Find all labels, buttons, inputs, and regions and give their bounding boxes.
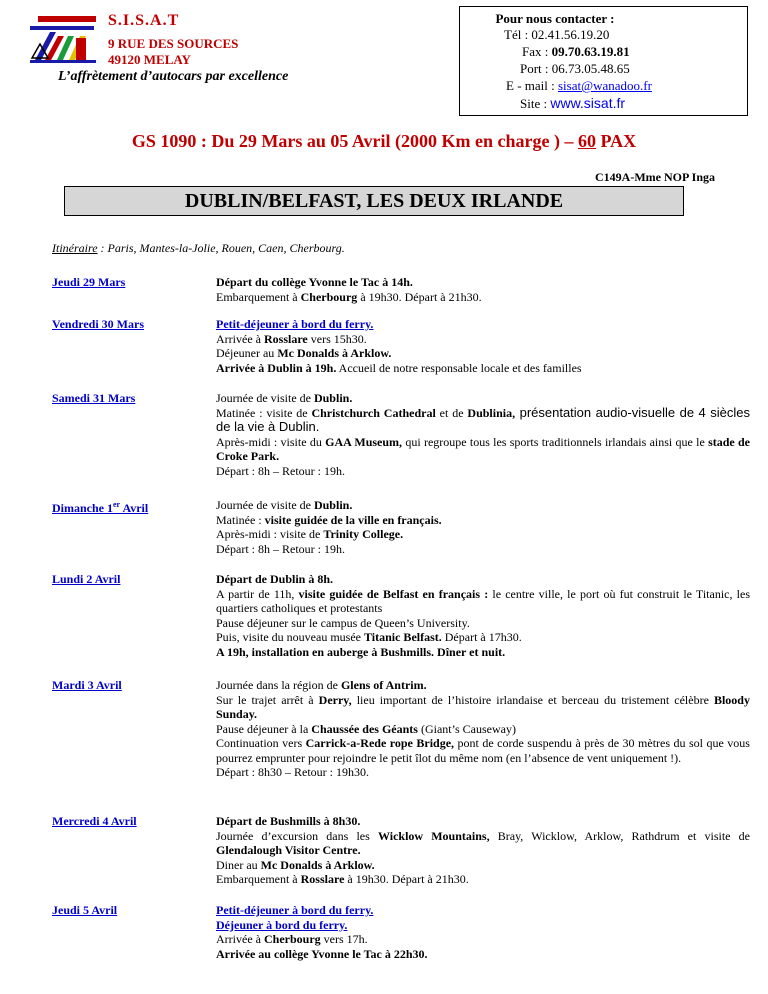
day-description <box>216 572 750 659</box>
day-line: Matinée : visite de Christchurch Cathedral et de Dublinia, présentation audio-visuelle de 4 siècles de la vie à Dublin. <box>216 404 750 434</box>
day-line: Journée de visite de Dublin. <box>216 498 353 512</box>
day-line: Embarquement à Cherbourg à 19h30. Départ à 21h30. <box>216 289 482 304</box>
day-line: A partir de 11h, visite guidée de Belfast en français : le centre ville, le port où fut construit le Titanic, les quartiers catholiques et protestants <box>216 586 750 615</box>
company-address-line2: 49120 MELAY <box>108 52 191 67</box>
day-date[interactable]: Jeudi 5 Avril <box>52 903 118 917</box>
day-line: Embarquement à Rosslare à 19h30. Départ à 21h30. <box>216 872 469 886</box>
pax-suffix: PAX <box>595 131 637 151</box>
day-line: Diner au Mc Donalds à Arklow. <box>216 857 375 872</box>
reference: C149A-Mme NOP Inga <box>595 170 715 184</box>
day-description <box>216 903 750 961</box>
day-line: Pause déjeuner sur le campus de Queen’s University. <box>216 615 470 630</box>
day-date[interactable]: Lundi 2 Avril <box>52 572 121 586</box>
day-line: Arrivée à Rosslare vers 15h30. <box>216 331 367 346</box>
contact-port: Port : 06.73.05.48.65 <box>520 61 630 76</box>
day-description <box>216 498 750 556</box>
trip-title <box>0 131 768 152</box>
company-logo <box>30 14 102 66</box>
day-line: Arrivée à Cherbourg vers 17h. <box>216 932 368 946</box>
contact-fax <box>522 44 630 60</box>
day-line: A 19h, installation en auberge à Bushmills. Dîner et nuit. <box>216 644 506 659</box>
day-line: Sur le trajet arrêt à Derry, lieu important de l’histoire irlandaise et berceau du tristement célèbre Bloody Sunday. <box>216 692 750 721</box>
contact-site-label: Site : <box>520 96 551 111</box>
day-date[interactable]: Mercredi 4 Avril <box>52 814 137 828</box>
contact-fax-label: Fax : <box>522 44 552 59</box>
contact-email <box>506 78 652 94</box>
day-line: Journée d’excursion dans les Wicklow Mountains, Bray, Wicklow, Arklow, Rathdrum et visite de Glendalough Visitor Centre. <box>216 828 750 857</box>
day-date[interactable]: Vendredi 30 Mars <box>52 317 145 331</box>
day-line: Continuation vers Carrick-a-Rede rope Bridge, pont de corde suspendu à près de 30 mètres du sol que vous pourrez emprunter pour rejoindre le petit îlot du même nom (en l’absence de vent uniquement !). <box>216 736 750 765</box>
day-line: Départ : 8h – Retour : 19h. <box>216 463 345 478</box>
trip-banner: DUBLIN/BELFAST, LES DEUX IRLANDE <box>64 186 684 216</box>
contact-box <box>459 6 748 116</box>
day-date[interactable]: Samedi 31 Mars <box>52 391 136 405</box>
day-description <box>216 678 750 780</box>
day-date[interactable]: Dimanche 1er Avril <box>52 500 149 515</box>
email-link[interactable]: sisat@wanadoo.fr <box>558 78 652 93</box>
day-line: Déjeuner au Mc Donalds à Arklow. <box>216 346 392 360</box>
itinerary-label: Itinéraire <box>52 241 98 255</box>
contact-email-label: E - mail : <box>506 78 558 93</box>
day-description <box>216 814 750 887</box>
day-line: Puis, visite du nouveau musée Titanic Belfast. Départ à 17h30. <box>216 630 522 644</box>
company-slogan: L’affrètement d’autocars par excellence <box>58 69 289 84</box>
day-line: Départ : 8h30 – Retour : 19h30. <box>216 765 369 779</box>
day-line: Arrivée au collège Yvonne le Tac à 22h30. <box>216 946 428 961</box>
pax-number: 60 <box>577 131 596 151</box>
contact-site <box>520 95 625 112</box>
day-line: Arrivée à Dublin à 19h. Accueil de notre responsable locale et des familles <box>216 360 582 375</box>
trip-title-prefix: GS 1090 : Du 29 Mars au 05 Avril (2000 Km en charge ) – <box>131 131 578 151</box>
itinerary <box>52 241 345 256</box>
day-line: Départ du collège Yvonne le Tac à 14h. <box>216 275 413 289</box>
contact-title: Pour nous contacter : <box>495 11 615 26</box>
day-link[interactable]: Petit-déjeuner à bord du ferry. <box>216 903 374 917</box>
day-line: Journée dans la région de Glens of Antrim. <box>216 678 427 692</box>
day-line: Départ de Dublin à 8h. <box>216 572 334 586</box>
day-description <box>216 391 750 478</box>
day-line: Pause déjeuner à la Chaussée des Géants (Giant’s Causeway) <box>216 721 516 736</box>
day-date[interactable]: Jeudi 29 Mars <box>52 275 126 289</box>
company-address-line1: 9 RUE DES SOURCES <box>108 36 239 51</box>
company-name: S.I.S.A.T <box>108 12 180 29</box>
day-line: Départ de Bushmills à 8h30. <box>216 814 361 828</box>
site-link[interactable]: www.sisat.fr <box>550 95 626 111</box>
day-line: Après-midi : visite de Trinity College. <box>216 527 404 541</box>
day-line: Journée de visite de Dublin. <box>216 391 353 405</box>
contact-tel: Tél : 02.41.56.19.20 <box>504 27 610 42</box>
itinerary-text: : Paris, Mantes-la-Jolie, Rouen, Caen, Cherbourg. <box>97 241 345 255</box>
day-link[interactable]: Petit-déjeuner à bord du ferry. <box>216 317 374 331</box>
day-description <box>216 317 750 375</box>
day-line: Matinée : visite guidée de la ville en français. <box>216 512 442 527</box>
day-link[interactable]: Déjeuner à bord du ferry. <box>216 917 348 932</box>
day-date[interactable]: Mardi 3 Avril <box>52 678 122 692</box>
contact-fax-value: 09.70.63.19.81 <box>551 44 630 59</box>
day-line: Après-midi : visite du GAA Museum, qui regroupe tous les sports traditionnels irlandais ainsi que le stade de Croke Park. <box>216 434 751 463</box>
day-description <box>216 275 750 304</box>
day-line: Départ : 8h – Retour : 19h. <box>216 541 345 556</box>
